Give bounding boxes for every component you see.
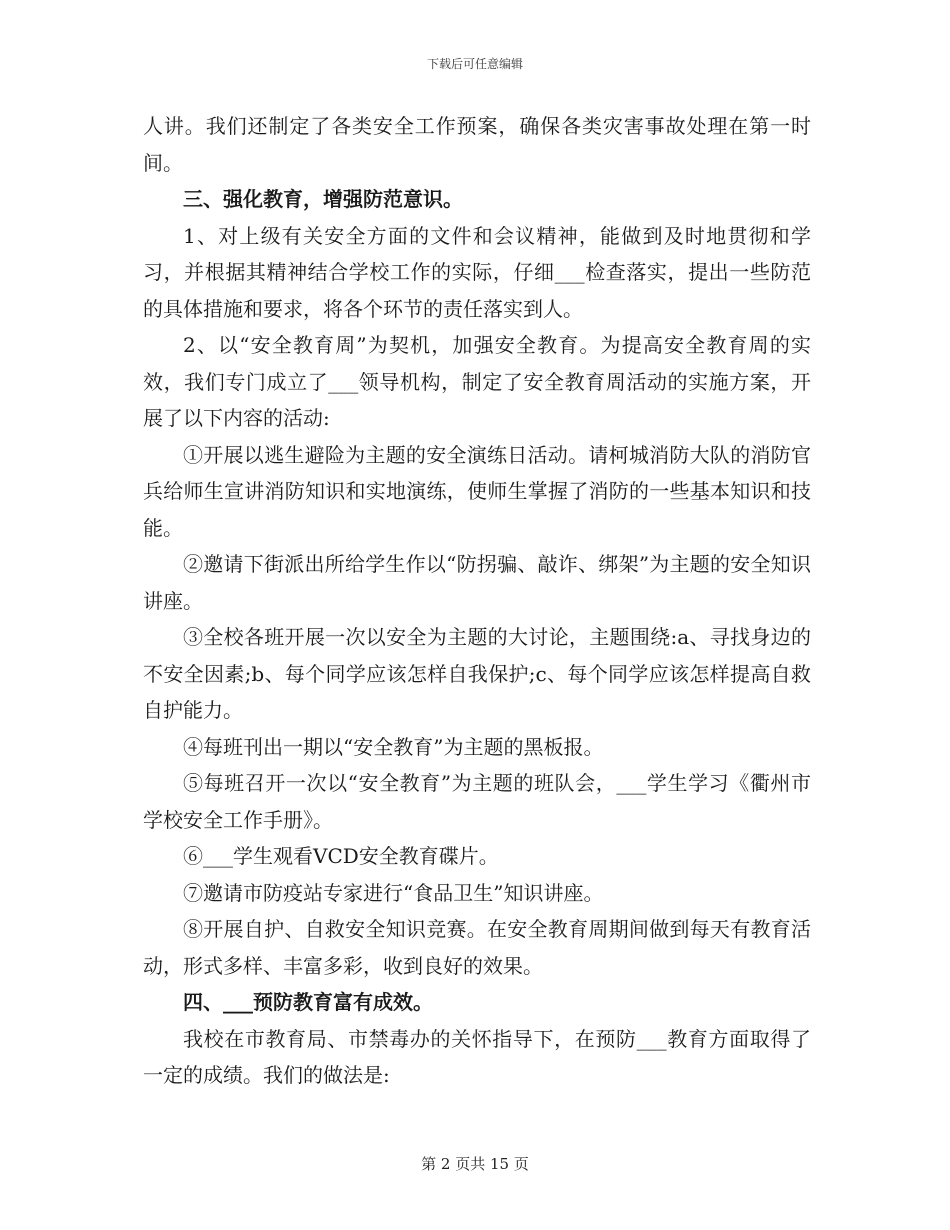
paragraph-continued: 人讲。我们还制定了各类安全工作预案，确保各类灾害事故处理在第一时间。 [143, 114, 811, 175]
section-heading-4: 四、___预防教育富有成效。 [183, 990, 433, 1014]
section-heading-3: 三、强化教育，增强防范意识。 [183, 187, 463, 211]
paragraph-item-2: 2、以“安全教育周”为契机，加强安全教育。为提高安全教育周的实效，我们专门成立了___领导机构，制定了安全教育周活动的实施方案，开展了以下内容的活动: [143, 333, 811, 430]
list-item-circled-3: ③全校各班开展一次以安全为主题的大讨论，主题围绕:a、寻找身边的不安全因素;b、每个同学应该怎样自我保护;c、每个同学应该怎样提高自救自护能力。 [143, 625, 811, 722]
document-body [143, 108, 811, 1094]
list-item-circled-6: ⑥___学生观看VCD安全教育碟片。 [183, 844, 499, 868]
list-item-circled-1: ①开展以逃生避险为主题的安全演练日活动。请柯城消防大队的消防官兵给师生宣讲消防知识和实地演练，使师生掌握了消防的一些基本知识和技能。 [143, 442, 811, 540]
list-item-circled-7: ⑦邀请市防疫站专家进行“食品卫生”知识讲座。 [183, 880, 604, 905]
paragraph-final: 我校在市教育局、市禁毒办的关怀指导下，在预防___教育方面取得了一定的成绩。我们的做法是: [143, 1026, 811, 1087]
download-note: 下载后可任意编辑 [426, 57, 523, 71]
list-item-circled-8: ⑧开展自护、自救安全知识竞赛。在安全教育周期间做到每天有教育活动，形式多样、丰富多彩，收到良好的效果。 [143, 917, 811, 978]
page-number: 第 2 页共 15 页 [421, 1155, 529, 1173]
paragraph-item-1: 1、对上级有关安全方面的文件和会议精神，能做到及时地贯彻和学习，并根据其精神结合学校工作的实际，仔细___检查落实，提出一些防范的具体措施和要求，将各个环节的责任落实到人。 [143, 223, 811, 321]
list-item-circled-5: ⑤每班召开一次以“安全教育”为主题的班队会，___学生学习《衢州市学校安全工作手册》。 [143, 771, 811, 832]
list-item-circled-2: ②邀请下街派出所给学生作以“防拐骗、敲诈、绑架”为主题的安全知识讲座。 [143, 552, 811, 613]
list-item-circled-4: ④每班刊出一期以“安全教育”为主题的黑板报。 [183, 734, 604, 759]
